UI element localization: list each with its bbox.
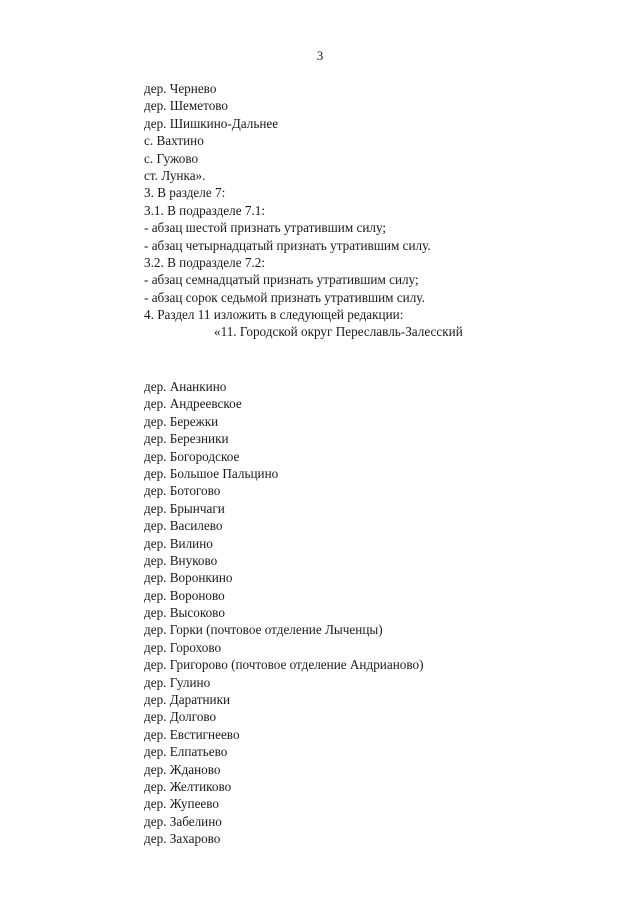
list-item: дер. Григорово (почтовое отделение Андрианово) (144, 657, 424, 673)
list-item: дер. Богородское (144, 448, 240, 464)
list-item: дер. Внуково (144, 552, 218, 568)
text-line: дер. Шишкино-Дальнее (144, 115, 279, 131)
text-line: 3.1. В подразделе 7.1: (144, 202, 266, 218)
list-item: дер. Евстигнеево (144, 726, 240, 742)
list-item: дер. Воронкино (144, 570, 233, 586)
list-item: дер. Даратники (144, 692, 231, 708)
text-line: дер. Чернево (144, 81, 217, 96)
list-item: дер. Елпатьево (144, 744, 228, 760)
list-item: дер. Большое Пальцино (144, 465, 279, 481)
list-item: дер. Ботогово (144, 483, 221, 499)
text-line: - абзац четырнадцатый признать утратившим силу. (144, 237, 431, 253)
list-item: дер. Горки (почтовое отделение Лыченцы) (144, 622, 383, 638)
list-item: дер. Брынчаги (144, 500, 225, 516)
text-line: - абзац семнадцатый признать утратившим силу; (144, 272, 419, 288)
text-line: с. Гужово (144, 150, 199, 166)
list-item: дер. Долгово (144, 709, 217, 725)
list-item: дер. Вилино (144, 535, 213, 551)
text-line: 4. Раздел 11 изложить в следующей редакции: (144, 307, 404, 323)
list-item: дер. Жупеево (144, 796, 220, 812)
text-line: 3. В разделе 7: (144, 185, 226, 201)
text-line: - абзац шестой признать утратившим силу; (144, 220, 387, 236)
text-line: - абзац сорок седьмой признать утратившим силу. (144, 289, 425, 305)
list-item: дер. Забелино (144, 813, 222, 829)
page-number: 3 (316, 48, 324, 63)
list-item: дер. Андреевское (144, 396, 242, 412)
list-item: дер. Горохово (144, 639, 222, 655)
section-heading: «11. Городской округ Переславль-Залесский (214, 324, 463, 340)
settlement-list (144, 378, 423, 848)
list-item: дер. Василево (144, 518, 223, 534)
list-item: дер. Жданово (144, 761, 221, 777)
text-line: с. Вахтино (144, 133, 204, 149)
list-item: дер. Высоково (144, 605, 225, 621)
text-line: дер. Шеметово (144, 98, 229, 114)
list-item: дер. Захарово (144, 831, 221, 847)
amendment-text (144, 80, 463, 341)
list-item: дер. Вороново (144, 587, 225, 603)
list-item: дер. Гулино (144, 674, 211, 690)
list-item: дер. Березники (144, 431, 229, 447)
list-item: дер. Ананкино (144, 379, 227, 394)
text-line: 3.2. В подразделе 7.2: (144, 254, 266, 270)
list-item: дер. Бережки (144, 413, 219, 429)
text-line: ст. Лунка». (144, 167, 206, 183)
list-item: дер. Желтиково (144, 778, 232, 794)
